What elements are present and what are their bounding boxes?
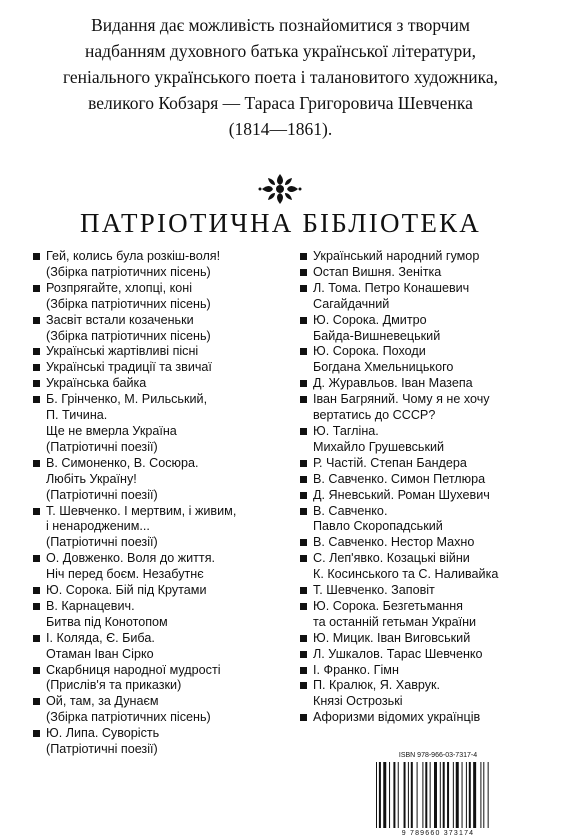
book-list-item bbox=[32, 376, 294, 392]
book-list-item bbox=[299, 678, 539, 710]
book-list-item bbox=[299, 631, 539, 647]
book-title-line: (Збірка патріотичних пісень) bbox=[46, 710, 211, 725]
book-title-line: Т. Шевченко. І мертвим, і живим, bbox=[46, 503, 237, 518]
book-list-item bbox=[32, 456, 294, 504]
book-title-line: Ю. Сорока. Бій під Крутами bbox=[46, 583, 207, 598]
book-title-line: Українські традиції та звичаї bbox=[46, 360, 212, 375]
book-title-line: І. Коляда, Є. Биба. bbox=[46, 630, 155, 645]
book-title-line: Любіть Україну! bbox=[46, 471, 137, 486]
book-title-line: П. Кралюк, Я. Хаврук. bbox=[313, 678, 441, 693]
ean-number: 9 789660 373174 bbox=[401, 830, 475, 837]
book-list-item bbox=[32, 249, 294, 281]
book-list-item bbox=[32, 583, 294, 599]
book-list-item bbox=[32, 313, 294, 345]
book-title-line: Ой, там, за Дунаєм bbox=[46, 694, 159, 709]
book-title-line: Ю. Сорока. Безгетьмання bbox=[313, 598, 464, 613]
book-title-line: Михайло Грушевський bbox=[313, 439, 445, 454]
intro-paragraph bbox=[20, 12, 541, 142]
book-title-line: В. Карнацевич. bbox=[46, 598, 135, 613]
book-list-item bbox=[32, 504, 294, 552]
book-title-line: Гей, колись була розкіш-воля! bbox=[46, 249, 221, 263]
book-list-item bbox=[32, 694, 294, 726]
barcode-block bbox=[368, 752, 508, 840]
book-list-item bbox=[299, 376, 539, 392]
book-title-line: (Патріотичні поезії) bbox=[46, 487, 158, 502]
book-list-item bbox=[299, 647, 539, 663]
book-list-item bbox=[299, 265, 539, 281]
intro-line: (1814—1861). bbox=[228, 119, 333, 139]
book-title-line: та останній гетьман України bbox=[313, 614, 477, 629]
book-title-line: Ще не вмерла Україна bbox=[46, 423, 177, 438]
book-list-item bbox=[299, 599, 539, 631]
book-title-line: (Збірка патріотичних пісень) bbox=[46, 296, 211, 311]
book-title-line: (Патріотичні поезії) bbox=[46, 742, 158, 757]
book-title-line: Українські жартівливі пісні bbox=[46, 344, 199, 359]
book-title-line: В. Савченко. Симон Петлюра bbox=[313, 471, 486, 486]
book-title-line: Т. Шевченко. Заповіт bbox=[313, 583, 435, 598]
book-title-line: Б. Грінченко, М. Рильський, bbox=[46, 392, 208, 407]
book-title-line: В. Савченко. bbox=[313, 503, 388, 518]
book-title-line: С. Леп'явко. Козацькі війни bbox=[313, 551, 470, 566]
book-title-line: П. Тичина. bbox=[46, 408, 108, 423]
book-title-line: Ю. Сорока. Дмитро bbox=[313, 312, 427, 327]
book-list-item bbox=[299, 583, 539, 599]
book-title-line: Р. Частій. Степан Бандера bbox=[313, 455, 467, 470]
intro-line: надбанням духовного батька української літератури, bbox=[85, 41, 476, 61]
book-title-line: Ніч перед боєм. Незабутнє bbox=[46, 567, 204, 582]
book-list-item bbox=[32, 726, 294, 758]
book-list-item bbox=[32, 631, 294, 663]
book-list-item bbox=[32, 551, 294, 583]
book-title-line: Розпрягайте, хлопці, коні bbox=[46, 280, 192, 295]
book-title-line: Ю. Тагліна. bbox=[313, 423, 379, 438]
book-title-line: Д. Яневський. Роман Шухевич bbox=[313, 487, 490, 502]
book-title-line: Ю. Мицик. Іван Виговський bbox=[313, 630, 471, 645]
book-title-line: Ю. Сорока. Походи bbox=[313, 344, 426, 359]
book-list-item bbox=[299, 535, 539, 551]
book-title-line: і ненародженим... bbox=[46, 519, 150, 534]
book-title-line: І. Франко. Гімн bbox=[313, 662, 399, 677]
book-title-line: В. Симоненко, В. Сосюра. bbox=[46, 455, 199, 470]
book-title-line: Отаман Іван Сірко bbox=[46, 646, 154, 661]
book-title-line: (Збірка патріотичних пісень) bbox=[46, 264, 211, 279]
book-list-left bbox=[32, 249, 294, 758]
book-list-item bbox=[299, 663, 539, 679]
book-title-line: Афоризми відомих українців bbox=[313, 710, 481, 725]
book-title-line: О. Довженко. Воля до життя. bbox=[46, 551, 216, 566]
book-title-line: Д. Журавльов. Іван Мазепа bbox=[313, 376, 473, 391]
book-title-line: Скарбниця народної мудрості bbox=[46, 662, 221, 677]
book-title-line: Битва під Конотопом bbox=[46, 614, 168, 629]
book-title-line: Байда-Вишневецький bbox=[313, 328, 441, 343]
book-list-item bbox=[299, 344, 539, 376]
book-list-item bbox=[299, 472, 539, 488]
book-list-item bbox=[299, 313, 539, 345]
book-list-item bbox=[299, 281, 539, 313]
book-list-item bbox=[299, 424, 539, 456]
book-list-right bbox=[299, 249, 539, 726]
book-title-line: Засвіт встали козаченьки bbox=[46, 312, 194, 327]
book-title-line: (Прислів'я та приказки) bbox=[46, 678, 182, 693]
book-title-line: К. Косинського та С. Наливайка bbox=[313, 567, 499, 582]
barcode-icon bbox=[374, 762, 502, 828]
intro-line: великого Кобзаря — Тараса Григоровича Шевченка bbox=[88, 93, 473, 113]
series-title: ПАТРІОТИЧНА БІБЛІОТЕКА bbox=[80, 208, 481, 238]
book-list-item bbox=[32, 663, 294, 695]
intro-line: геніального українського поета і талановитого художника, bbox=[62, 67, 499, 87]
book-title-line: Л. Тома. Петро Конашевич bbox=[313, 280, 470, 295]
floral-ornament-icon bbox=[258, 172, 302, 206]
book-title-line: Сагайдачний bbox=[313, 296, 390, 311]
book-title-line: (Патріотичні поезії) bbox=[46, 439, 158, 454]
book-title-line: (Патріотичні поезії) bbox=[46, 535, 158, 550]
book-list-item bbox=[299, 551, 539, 583]
book-title-line: Остап Вишня. Зенітка bbox=[313, 264, 442, 279]
isbn-text: ISBN 978-966-03-7317-4 bbox=[398, 752, 478, 759]
book-list-item bbox=[32, 360, 294, 376]
book-title-line: Павло Скоропадський bbox=[313, 519, 443, 534]
book-list-item bbox=[32, 392, 294, 456]
book-list-item bbox=[299, 710, 539, 726]
book-list-item bbox=[299, 456, 539, 472]
book-title-line: вертатись до СССР? bbox=[313, 408, 436, 423]
book-list-item bbox=[299, 488, 539, 504]
book-title-line: Л. Ушкалов. Тарас Шевченко bbox=[313, 646, 483, 661]
book-title-line: Український народний гумор bbox=[313, 249, 480, 263]
book-list-item bbox=[299, 504, 539, 536]
book-title-line: Князі Острозькі bbox=[313, 694, 403, 709]
book-title-line: Богдана Хмельницького bbox=[313, 360, 454, 375]
book-list-item bbox=[32, 281, 294, 313]
book-title-line: Українська байка bbox=[46, 376, 147, 391]
book-title-line: Ю. Липа. Суворість bbox=[46, 726, 160, 741]
book-list-item bbox=[299, 249, 539, 265]
book-title-line: Іван Багряний. Чому я не хочу bbox=[313, 392, 490, 407]
book-list-item bbox=[32, 599, 294, 631]
book-list-item bbox=[32, 344, 294, 360]
book-list-item bbox=[299, 392, 539, 424]
book-title-line: В. Савченко. Нестор Махно bbox=[313, 535, 475, 550]
intro-line: Видання дає можливість познайомитися з творчим bbox=[91, 15, 470, 35]
book-title-line: (Збірка патріотичних пісень) bbox=[46, 328, 211, 343]
